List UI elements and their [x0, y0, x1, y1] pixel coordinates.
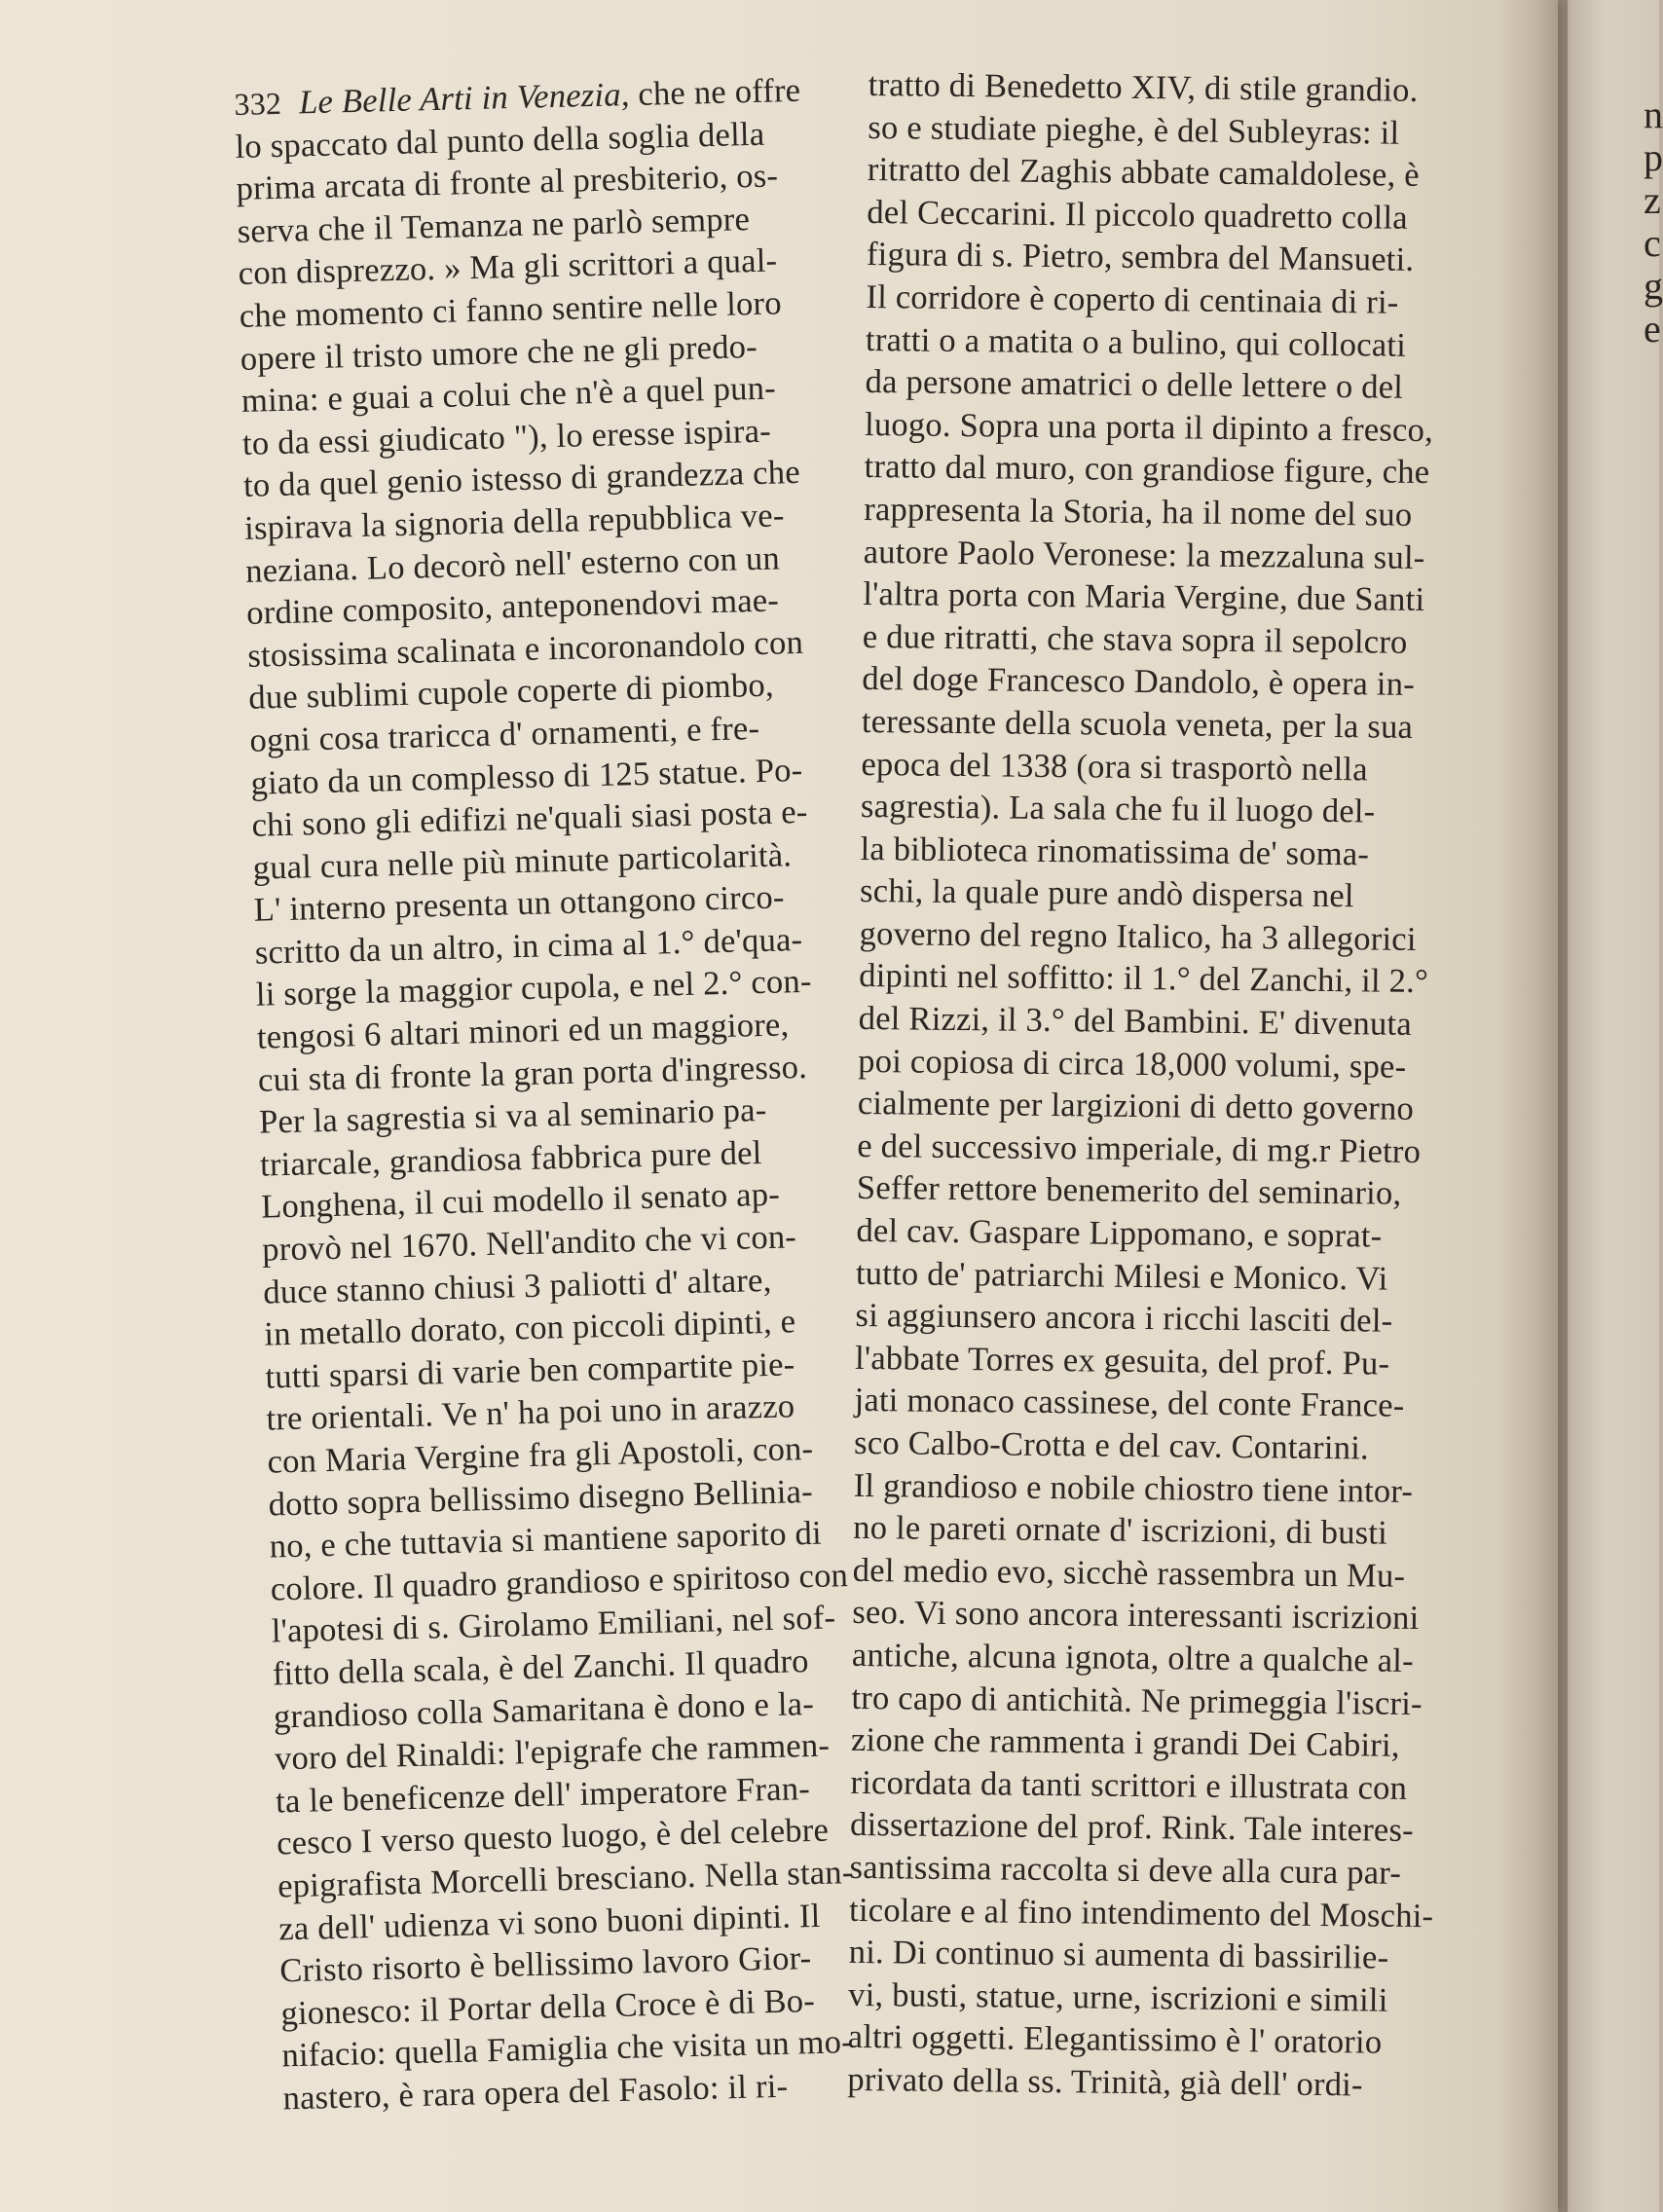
text-line: ni. Di continuo si aumenta di bassirilie-	[848, 1934, 1389, 1976]
page-gutter-shadow	[1499, 0, 1568, 2212]
text-line: santissima raccolta si deve alla cura par-	[849, 1848, 1402, 1892]
text-line: tutti sparsi di varie ben compartite pie-	[265, 1346, 795, 1396]
text-line: vi, busti, statue, urne, iscrizioni e simili	[848, 1975, 1388, 2019]
text-line: schi, la quale pure andò dispersa nel	[859, 872, 1354, 915]
text-line: ogni cosa traricca d' ornamenti, e fre-	[249, 709, 760, 759]
text-line: privato della ss. Trinità, già dell' ordi-	[847, 2060, 1363, 2104]
text-line: dotto sopra bellissimo disegno Belliniа-	[268, 1472, 814, 1524]
text-line: autore Paolo Veronese: la mezzaluna sul-	[863, 533, 1425, 576]
next-page-fragment: z	[1644, 178, 1661, 222]
text-line: neziana. Lo decorò nell' esterno con un	[244, 538, 781, 590]
text-line: no, e che tuttavia si mantiene saporito di	[269, 1514, 823, 1566]
text-line: so e studiate pieghe, è del Subleyras: il	[868, 108, 1400, 152]
text-line: del cav. Gaspare Lippomano, e soprat-	[856, 1211, 1383, 1255]
text-line: triarcale, grandiosa fabbrica pure del	[259, 1133, 762, 1184]
text-line: teressante della scuola veneta, per la sua	[861, 702, 1414, 746]
text-line: due sublimi cupole coperte di piombo,	[247, 666, 775, 718]
next-page-fragment: g	[1644, 264, 1663, 308]
next-page-fragment: e	[1644, 307, 1661, 350]
text-line: poi copiosa di circa 18,000 volumi, spe-	[858, 1042, 1407, 1086]
text-line: Il corridore è coperto di centinaia di ri-	[866, 277, 1399, 321]
text-line: epoca del 1338 (ora si trasportò nella	[861, 745, 1368, 788]
text-line: con disprezzo. » Ma gli scrittori a qual-	[238, 241, 778, 293]
text-line: in metallo dorato, con piccoli dipinti, e	[263, 1303, 796, 1353]
text-line: Per la sagrestia si va al seminario pa-	[258, 1091, 767, 1141]
text-line: L' interno presenta un ottangono circo-	[253, 878, 786, 930]
text-line: dissertazione del prof. Rink. Tale interes-	[849, 1806, 1415, 1850]
text-line: scritto da un altro, in cima al 1.° de'qua-	[254, 920, 803, 972]
text-line: tratto dal muro, con grandiose figure, che	[864, 448, 1430, 492]
text-line: voro del Rinaldi: l'epigrafe che rammen-	[274, 1726, 831, 1778]
text-line: che ne offre	[637, 71, 801, 113]
text-line: l'altra porta con Maria Vergine, due Santi	[863, 575, 1425, 619]
text-line: cialmente per largizioni di detto governo	[857, 1085, 1415, 1128]
text-line: tengosi 6 altari minori ed un maggiore,	[256, 1006, 790, 1056]
text-line: duce stanno chiusi 3 paliotti d' altare,	[262, 1261, 772, 1311]
text-line: con Maria Vergine fra gli Apostoli, con-	[267, 1429, 814, 1481]
text-line: fitto della scala, è del Zanchi. Il quadro	[272, 1642, 810, 1693]
text-line: del doge Francesco Dandolo, è opera in-	[862, 660, 1416, 704]
text-line: Il grandioso e nobile chiostro tiene intor-	[853, 1466, 1414, 1510]
text-line: ta le beneficenze dell' imperatore Fran-	[275, 1769, 811, 1821]
text-line: ordine composito, anteponendovi mae-	[245, 581, 780, 632]
text-line: za dell' udienza vi sono buoni dipinti. Il	[277, 1897, 821, 1947]
text-line: dipinti nel soffitto: il 1.° del Zanchi, il 2.°	[858, 957, 1429, 1001]
text-line: to da essi giudicato "), lo eresse ispira-	[241, 412, 772, 462]
text-line: serva che il Temanza ne parlò sempre	[237, 200, 751, 250]
next-page-fragment: c	[1644, 221, 1661, 265]
text-line: lo spaccato dal punto della soglia della	[235, 115, 765, 166]
text-line: prima arcata di fronte al presbiterio, os-	[236, 157, 779, 208]
text-line: tre orientali. Ve n' ha poi uno in arazzo	[266, 1387, 795, 1438]
text-line: nastero, è rara opera del Fasolo: il ri-	[282, 2067, 789, 2118]
text-line: figura di s. Pietro, sembra del Mansueti.	[866, 236, 1415, 279]
text-line: Longhena, il cui modello il senato ap-	[260, 1176, 781, 1227]
text-line: la biblioteca rinomatissima de' soma-	[860, 830, 1370, 873]
text-line: l'abbate Torres ex gesuita, del prof. Pu-	[854, 1339, 1390, 1382]
text-line: ricordata da tanti scrittori e illustrata con	[850, 1763, 1408, 1807]
text-line: jati monaco cassinese, del conte France-	[854, 1382, 1405, 1425]
text-line: e del successivo imperiale, di mg.r Pietro	[857, 1126, 1422, 1170]
text-line: giato da un complesso di 125 statue. Po-	[250, 751, 803, 802]
text-line: no le pareti ornate d' iscrizioni, di busti	[853, 1509, 1388, 1552]
text-line: epigrafista Morcelli bresciano. Nella stan-	[277, 1853, 854, 1905]
right-column	[847, 64, 1449, 2108]
text-line: da persone amatrici o delle lettere o del	[865, 363, 1404, 406]
text-line: sagrestia). La sala che fu il luogo del-	[860, 788, 1376, 830]
next-page-edge	[1570, 0, 1663, 2212]
text-line: che momento ci fanno sentire nelle loro	[239, 284, 783, 335]
text-line: tro capo di antichità. Ne primeggia l'iscri-	[851, 1678, 1423, 1722]
text-line: gionesco: il Portar della Croce è di Bo-	[279, 1981, 816, 2033]
text-line: chi sono gli edifizi ne'quali siasi posta e-	[251, 793, 808, 844]
text-line: tratti o a matita o a bulino, qui collocati	[865, 320, 1407, 364]
text-line: ritratto del Zaghis abbate camaldolese, è	[867, 151, 1421, 195]
text-line: rappresenta la Storia, ha il nome del suo	[864, 490, 1413, 534]
text-line: nifacio: quella Famiglia che visita un mo-	[281, 2023, 854, 2075]
text-line: del Ceccarini. Il piccolo quadretto colla	[867, 193, 1409, 237]
text-line: stosissima scalinata e incoronandolo con	[246, 623, 804, 675]
text-line: del medio evo, sicchè rassembra un Mu-	[852, 1551, 1406, 1595]
text-line: l'apotesi di s. Girolamo Emiliani, nel sof-	[271, 1599, 836, 1650]
running-header: Le Belle Arti in Venezia,	[298, 76, 630, 122]
text-line: e due ritratti, che stava sopra il sepolcro	[862, 617, 1408, 661]
text-line: Seffer rettore benemerito del seminario,	[856, 1169, 1402, 1213]
text-line: tutto de' patriarchi Milesi e Monico. Vi	[855, 1254, 1388, 1298]
text-line: si aggiunsero ancora i ricchi lasciti del-	[855, 1297, 1393, 1340]
text-line: governo del regno Italico, ha 3 allegorici	[859, 914, 1417, 958]
text-line: li sorge la maggior cupola, e nel 2.° con-	[255, 963, 813, 1014]
text-line: provò nel 1670. Nell'andito che vi con-	[261, 1218, 797, 1269]
text-line: opere il tristo umore che ne gli predo-	[240, 327, 758, 378]
text-line: Cristo risorto è bellissimo lavoro Gior-	[278, 1939, 812, 1990]
text-line: antiche, alcuna ignota, oltre a qualche al-	[851, 1636, 1415, 1679]
text-line: ispirava la signoria della repubblica ve-	[243, 497, 785, 547]
text-line: tratto di Benedetto XIV, di stile grandio.	[868, 65, 1419, 109]
text-line: cesco I verso questo luogo, è del celebre	[276, 1811, 830, 1862]
text-line: cui sta di fronte la gran porta d'ingresso.	[257, 1048, 808, 1099]
text-line: altri oggetti. Elegantissimo è l' oratorio	[847, 2018, 1383, 2061]
text-line: colore. Il quadro grandioso e spiritoso con	[270, 1556, 849, 1608]
text-line: sco Calbo-Crotta e del cav. Contarini.	[853, 1423, 1370, 1467]
text-line: zione che rammenta i grandi Dei Cabiri,	[850, 1721, 1400, 1764]
text-line: luogo. Sopra una porta il dipinto a fresco,	[864, 405, 1434, 449]
text-line: ticolare e al fino intendimento del Moschi-	[848, 1891, 1434, 1935]
next-page-fragment: p	[1644, 135, 1663, 179]
text-line: gual cura nelle più minute particolarità.	[252, 835, 793, 887]
next-page-fragment: n	[1644, 92, 1663, 136]
text-line: del Rizzi, il 3.° del Bambini. E' divenuta	[858, 1000, 1413, 1043]
text-line: mina: e guai a colui che n'è a quel pun-	[240, 369, 777, 421]
text-line: seo. Vi sono ancora interessanti iscrizioni	[852, 1594, 1420, 1638]
text-line: to da quel genio istesso di grandezza che	[242, 454, 801, 505]
text-line: grandioso colla Samaritana è dono e la-	[273, 1684, 815, 1736]
page-number: 332	[234, 85, 282, 122]
left-column	[234, 69, 883, 2120]
